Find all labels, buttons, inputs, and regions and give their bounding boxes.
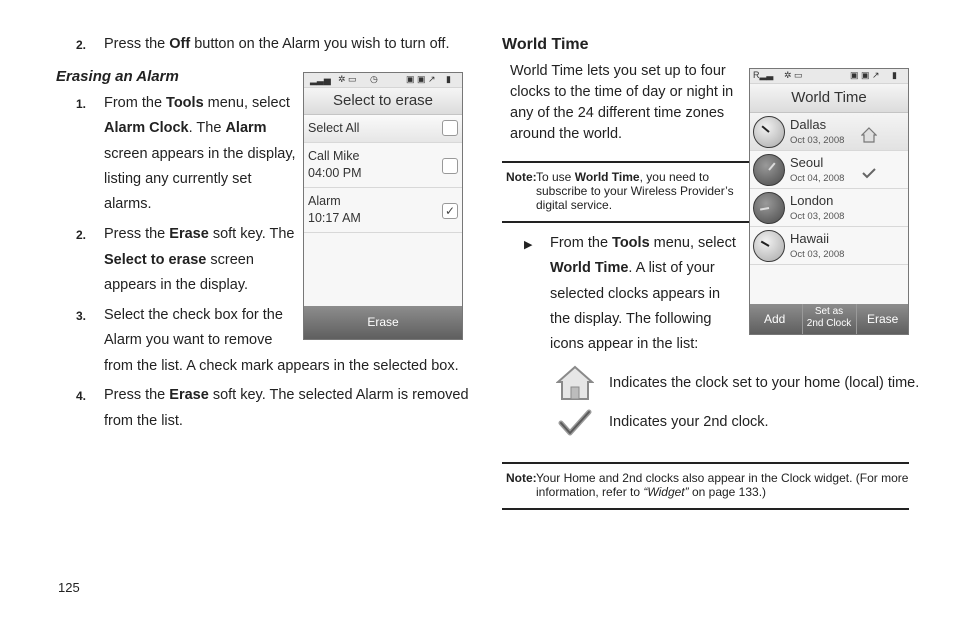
screen-title: Select to erase [304,88,462,115]
city-name: Dallas [790,117,827,132]
note-rule-top [502,161,750,163]
bluetooth-icon: ✲ ▭ [784,70,803,80]
key-tools: Tools [166,95,204,111]
note1-line3: digital service. [536,198,613,212]
step3-line3: from the list. A check mark appears in the selected box. [104,358,459,374]
note1-label [506,170,537,184]
signal-icon: ▂▃▅ [310,75,331,85]
text: , you need to [639,170,709,184]
bullet-line5: icons appear in the list: [550,336,699,352]
alarm-checkbox[interactable] [442,158,458,174]
text: on page 133.) [688,485,767,499]
check-icon [558,408,592,438]
text: Press the [104,36,170,52]
signal-icon: R▂▃ [753,70,774,80]
note-label: Note: [506,471,537,485]
text: . A list of your [628,260,715,276]
alarm-checkbox-checked[interactable]: ✓ [442,203,458,219]
key-erase: Erase [169,226,209,242]
text: information, refer to [536,485,644,499]
note2-rule-bottom [502,508,909,510]
clock-date: Oct 03, 2008 [790,135,845,146]
clock-row[interactable] [750,227,908,265]
home-icon [556,364,594,402]
battery-icon: ▮ [892,70,897,80]
step-number: 2. [76,38,87,52]
step-number: 2. [76,228,87,242]
text: From the [550,235,613,251]
check-icon [861,167,877,179]
section-heading-erasing-alarm: Erasing an Alarm [56,68,179,85]
clock-face-icon [753,230,785,262]
status-icons: ▣ ▣ ↗ [406,74,436,84]
set-as-2nd-clock-softkey[interactable] [803,306,855,330]
clock-row[interactable] [750,189,908,227]
alarm-name: Call Mike [308,149,360,163]
text: Press the [104,226,170,242]
text: Press the [104,387,170,403]
clock-date: Oct 04, 2008 [790,173,845,184]
step1-line2 [104,116,267,142]
note1-line1 [536,170,734,184]
softkey-label: Set as [814,306,844,317]
key-off: Off [169,36,191,52]
screen-title: World Time [750,84,908,113]
bullet-arrow-icon: ▶ [524,239,533,251]
text: menu, select [649,235,736,251]
text: soft key. The selected Alarm is removed [208,387,469,403]
bullet-line3: selected clocks appears in [550,286,721,302]
step3-line1: Select the check box for the [104,307,283,323]
home-icon [861,127,877,143]
erase-softkey[interactable]: Erase [304,306,462,339]
note2-line1: Your Home and 2nd clocks also appear in the Clock widget. (For more [536,471,909,485]
key-select-to-erase: Select to erase [104,252,207,268]
key-world-time: World Time [574,170,640,184]
step-number: 3. [76,309,87,323]
check-icon-description: Indicates your 2nd clock. [609,414,769,430]
step1-line3: screen appears in the display, [104,146,296,162]
select-all-row[interactable] [304,115,462,143]
key-erase: Erase [169,387,209,403]
bullet-line1 [550,231,736,257]
widget-reference-link[interactable]: “Widget” [643,485,689,499]
text: To use [536,170,575,184]
alarm-status-icon: ◷ [370,74,378,84]
key-alarm-clock: Alarm Clock [104,120,189,136]
alarm-time: 10:17 AM [308,211,361,225]
add-softkey[interactable]: Add [764,312,786,326]
bluetooth-icon: ✲ ▭ [338,74,357,84]
intro-line3: any of the 24 different time zones [510,105,725,121]
text: From the [104,95,167,111]
step1-line4: listing any currently set [104,171,252,187]
city-name: Seoul [790,155,824,170]
alarm-time: 04:00 PM [308,166,362,180]
page-number: 125 [58,580,80,595]
softkey-bar [750,304,908,334]
step1-line1 [104,91,290,117]
clock-date: Oct 03, 2008 [790,249,845,260]
step1-line5: alarms. [104,196,152,212]
bullet-line2 [550,256,715,282]
text: screen [206,252,254,268]
step-number: 1. [76,97,87,111]
note-rule-bottom [502,221,750,223]
text: menu, select [203,95,290,111]
intro-line1: World Time lets you set up to four [510,63,726,79]
note2-rule-top [502,462,909,464]
alarm-row[interactable] [304,143,462,188]
city-name: London [790,193,834,208]
text: soft key. The [208,226,295,242]
note1-text [536,170,734,212]
step3-line2: Alarm you want to remove [104,332,273,348]
step-number: 4. [76,389,87,403]
note2-text [536,471,908,499]
alarm-name: Alarm [308,194,341,208]
section-heading-world-time: World Time [502,36,589,53]
select-all-checkbox[interactable] [442,120,458,136]
select-all-label: Select All [308,121,360,135]
clock-face-icon [753,154,785,186]
intro-line2: clocks to the time of day or night in [510,84,734,100]
key-alarm: Alarm [225,120,267,136]
home-icon-description: Indicates the clock set to your home (local) time. [609,375,920,391]
note-label: Note: [506,170,537,184]
status-bar [304,73,462,88]
erase-softkey[interactable]: Erase [867,312,899,326]
step2-line3: appears in the display. [104,277,249,293]
clock-face-icon [753,192,785,224]
key-tools: Tools [612,235,650,251]
world-time-screenshot [749,68,909,335]
step4-line1 [104,383,469,409]
select-to-erase-screenshot [303,72,463,340]
key-world-time: World Time [550,260,629,276]
clock-face-icon [753,116,785,148]
city-name: Hawaii [790,231,830,246]
clock-row[interactable] [750,113,908,151]
step-text [104,36,450,52]
text: button on the Alarm you wish to turn off. [190,36,450,52]
note2-label [506,471,537,485]
step2-line1 [104,222,295,248]
alarm-row[interactable] [304,188,462,233]
step2-line2 [104,248,254,274]
status-icons: ▣ ▣ ↗ [850,70,880,80]
note2-line2 [536,485,908,499]
clock-row[interactable] [750,151,908,189]
softkey-divider [856,304,857,334]
softkey-label: 2nd Clock [806,318,852,329]
step4-line2: from the list. [104,413,183,429]
intro-line4: around the world. [510,126,623,142]
note1-line2: subscribe to your Wireless Provider’s [536,184,734,198]
clock-date: Oct 03, 2008 [790,211,845,222]
battery-icon: ▮ [446,74,451,84]
status-bar [750,69,908,84]
bullet-line4: the display. The following [550,311,712,327]
text: . The [188,120,226,136]
